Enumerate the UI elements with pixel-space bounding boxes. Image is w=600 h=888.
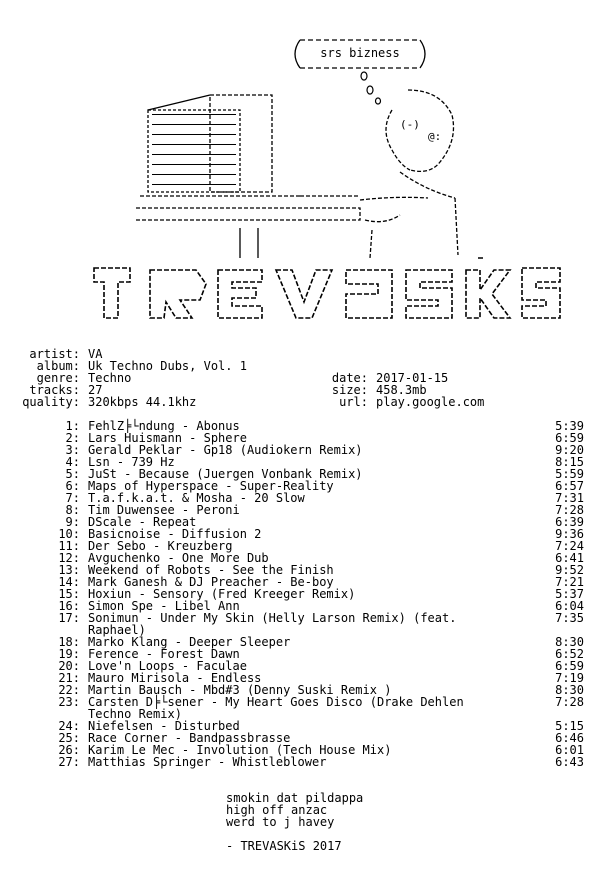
track-title: Maps of Hyperspace - Super-Reality bbox=[88, 479, 334, 493]
footer-line: smokin dat pildappa bbox=[226, 791, 364, 805]
track-number: 18: bbox=[58, 635, 80, 649]
quality-label: quality: bbox=[22, 395, 80, 409]
album-value: Uk Techno Dubs, Vol. 1 bbox=[88, 359, 247, 373]
track-title: Simon Spe - Libel Ann bbox=[88, 599, 240, 613]
track-title: DScale - Repeat bbox=[88, 515, 197, 529]
track-title: Weekend of Robots - See the Finish bbox=[88, 563, 334, 577]
track-duration: 8:15 bbox=[555, 455, 584, 469]
track-number: 6: bbox=[65, 479, 80, 493]
track-duration: 5:59 bbox=[555, 467, 584, 481]
thought-bubble-text: srs bizness bbox=[320, 46, 400, 60]
track-title: Mark Ganesh & DJ Preacher - Be-boy bbox=[88, 575, 334, 589]
track-duration: 6:39 bbox=[555, 515, 584, 529]
track-number: 10: bbox=[58, 527, 80, 541]
track-duration: 5:37 bbox=[555, 587, 584, 601]
track-title: Carsten D╞└sener - My Heart Goes Disco (Drake Dehlen bbox=[88, 695, 464, 709]
person-eye: (-) bbox=[400, 118, 420, 131]
track-title: Basicnoise - Diffusion 2 bbox=[88, 527, 262, 541]
track-duration: 7:21 bbox=[555, 575, 584, 589]
track-number: 12: bbox=[58, 551, 80, 565]
track-duration: 9:20 bbox=[555, 443, 584, 457]
track-number: 1: bbox=[65, 419, 80, 433]
track-number: 27: bbox=[58, 755, 80, 769]
track-title: Avguchenko - One More Dub bbox=[88, 551, 269, 565]
track-number: 11: bbox=[58, 539, 80, 553]
album-label: album: bbox=[36, 359, 80, 373]
url-value: play.google.com bbox=[376, 395, 485, 409]
track-title: Matthias Springer - Whistleblower bbox=[88, 755, 327, 769]
track-number: 9: bbox=[65, 515, 80, 529]
track-duration: 8:30 bbox=[555, 635, 584, 649]
track-title-continued: Techno Remix) bbox=[88, 707, 182, 721]
track-number: 14: bbox=[58, 575, 80, 589]
track-title: Race Corner - Bandpassbrasse bbox=[88, 731, 291, 745]
track-title: Lars Huismann - Sphere bbox=[88, 431, 247, 445]
track-duration: 6:59 bbox=[555, 431, 584, 445]
track-title: Sonimun - Under My Skin (Helly Larson Remix) (feat. bbox=[88, 611, 457, 625]
track-number: 5: bbox=[65, 467, 80, 481]
track-duration: 5:15 bbox=[555, 719, 584, 733]
track-title: Marko Klang - Deeper Sleeper bbox=[88, 635, 291, 649]
track-number: 19: bbox=[58, 647, 80, 661]
track-number: 7: bbox=[65, 491, 80, 505]
track-duration: 9:52 bbox=[555, 563, 584, 577]
track-duration: 7:24 bbox=[555, 539, 584, 553]
track-duration: 6:46 bbox=[555, 731, 584, 745]
footer-line: werd to j havey bbox=[226, 815, 335, 829]
tracks-label: tracks: bbox=[29, 383, 80, 397]
size-label: size: bbox=[331, 383, 368, 397]
track-duration: 6:41 bbox=[555, 551, 584, 565]
track-number: 26: bbox=[58, 743, 80, 757]
track-title: Hoxiun - Sensory (Fred Kreeger Remix) bbox=[88, 587, 356, 601]
track-title: Karim Le Mec - Involution (Tech House Mix) bbox=[88, 743, 392, 757]
track-number: 2: bbox=[65, 431, 80, 445]
artwork-canvas bbox=[0, 0, 600, 335]
track-number: 25: bbox=[58, 731, 80, 745]
track-duration: 5:39 bbox=[555, 419, 584, 433]
computer-monitor bbox=[148, 95, 272, 192]
track-number: 4: bbox=[65, 455, 80, 469]
track-number: 15: bbox=[58, 587, 80, 601]
track-number: 21: bbox=[58, 671, 80, 685]
track-number: 8: bbox=[65, 503, 80, 517]
track-duration: 7:31 bbox=[555, 491, 584, 505]
quality-value: 320kbps 44.1khz bbox=[88, 395, 197, 409]
track-duration: 8:30 bbox=[555, 683, 584, 697]
track-number: 3: bbox=[65, 443, 80, 457]
artist-label: artist: bbox=[29, 347, 80, 361]
person-figure bbox=[360, 90, 458, 258]
track-title: JuSt - Because (Juergen Vonbank Remix) bbox=[88, 467, 363, 481]
url-label: url: bbox=[339, 395, 368, 409]
signoff: - TREVASKiS 2017 bbox=[226, 839, 342, 853]
track-title: Tim Duwensee - Peroni bbox=[88, 503, 240, 517]
track-title: Der Sebo - Kreuzberg bbox=[88, 539, 233, 553]
footer-line: high off anzac bbox=[226, 803, 328, 817]
size-value: 458.3mb bbox=[376, 383, 427, 397]
track-duration: 6:57 bbox=[555, 479, 584, 493]
track-title-continued: Raphael) bbox=[88, 623, 146, 637]
track-duration: 6:04 bbox=[555, 599, 584, 613]
logo-text: TREVASKiS bbox=[300, 333, 311, 335]
person-ear: @: bbox=[428, 130, 442, 143]
track-number: 22: bbox=[58, 683, 80, 697]
track-title: Gerald Peklar - Gp18 (Audiokern Remix) bbox=[88, 443, 363, 457]
track-number: 24: bbox=[58, 719, 80, 733]
tracks-value: 27 bbox=[88, 383, 103, 397]
track-title: Martin Bausch - Mbd#3 (Denny Suski Remix ) bbox=[88, 683, 392, 697]
track-row bbox=[0, 756, 600, 768]
ascii-artwork bbox=[0, 0, 600, 335]
track-number: 16: bbox=[58, 599, 80, 613]
track-number: 17: bbox=[58, 611, 80, 625]
track-title: Niefelsen - Disturbed bbox=[88, 719, 240, 733]
track-duration: 9:36 bbox=[555, 527, 584, 541]
track-number: 20: bbox=[58, 659, 80, 673]
track-number: 23: bbox=[58, 695, 80, 709]
artist-value: VA bbox=[88, 347, 103, 361]
track-duration: 7:35 bbox=[555, 611, 584, 625]
track-duration: 6:52 bbox=[555, 647, 584, 661]
track-duration: 6:43 bbox=[555, 755, 584, 769]
track-title: Mauro Mirisola - Endless bbox=[88, 671, 262, 685]
track-duration: 7:28 bbox=[555, 695, 584, 709]
track-duration: 7:19 bbox=[555, 671, 584, 685]
track-duration: 6:59 bbox=[555, 659, 584, 673]
track-title: Lsn - 739 Hz bbox=[88, 455, 175, 469]
track-title: T.a.f.k.a.t. & Mosha - 20 Slow bbox=[88, 491, 305, 505]
genre-value: Techno bbox=[88, 371, 132, 385]
track-title: Ference - Forest Dawn bbox=[88, 647, 240, 661]
track-title: Love'n Loops - Faculae bbox=[88, 659, 247, 673]
track-number: 13: bbox=[58, 563, 80, 577]
date-value: 2017-01-15 bbox=[376, 371, 449, 385]
track-duration: 7:28 bbox=[555, 503, 584, 517]
date-label: date: bbox=[331, 371, 368, 385]
trevaskis-logo bbox=[94, 258, 560, 318]
track-duration: 6:01 bbox=[555, 743, 584, 757]
thought-dots bbox=[361, 72, 381, 104]
track-title: FehlZ╞└ndung - Abonus bbox=[88, 419, 240, 433]
genre-label: genre: bbox=[36, 371, 80, 385]
desk bbox=[136, 196, 360, 258]
monitor-screen bbox=[152, 114, 236, 185]
